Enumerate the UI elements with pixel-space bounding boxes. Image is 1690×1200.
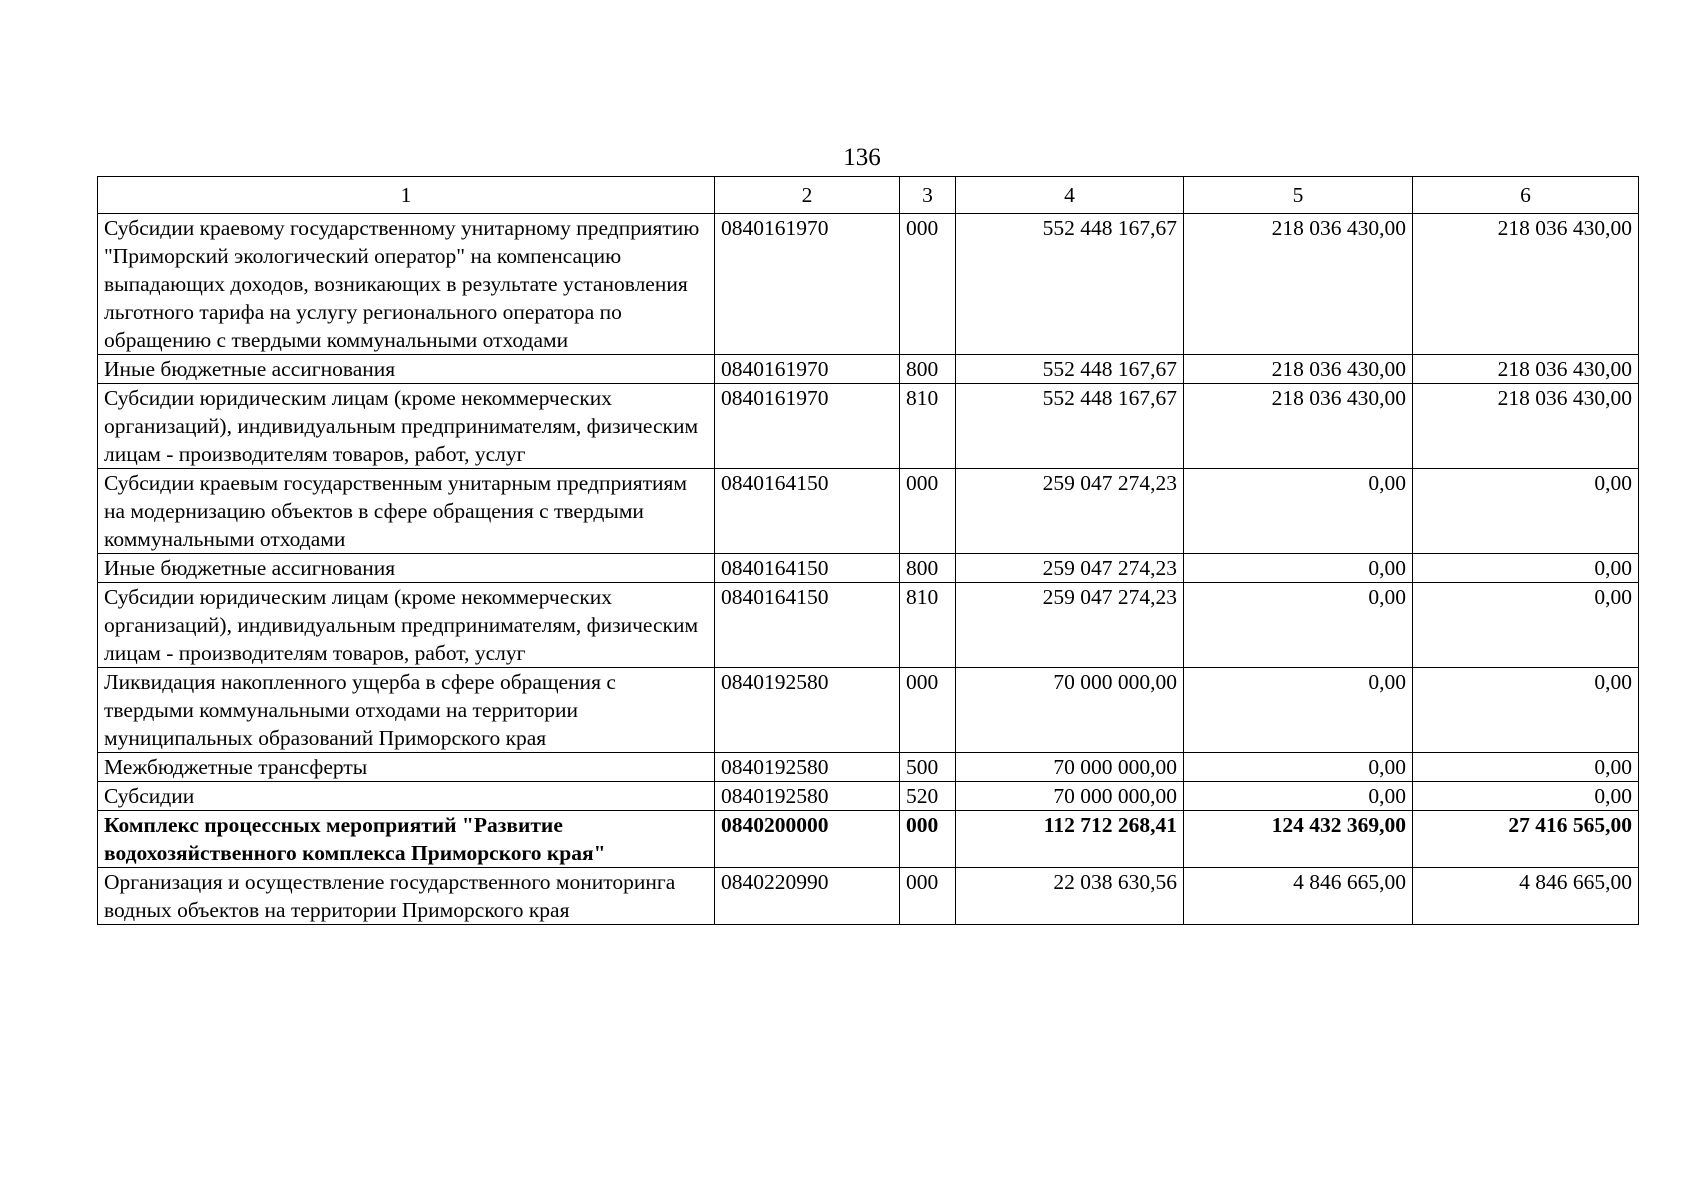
row-amount-5: 218 036 430,00	[1184, 214, 1413, 355]
row-name: Иные бюджетные ассигнования	[98, 355, 715, 384]
table-row	[98, 554, 1639, 583]
row-amount-6: 0,00	[1413, 583, 1639, 668]
row-amount-4: 552 448 167,67	[956, 214, 1184, 355]
row-code: 0840200000	[715, 811, 900, 868]
row-amount-5: 4 846 665,00	[1184, 868, 1413, 925]
row-amount-6: 0,00	[1413, 668, 1639, 753]
row-name: Ликвидация накопленного ущерба в сфере обращения с твердыми коммунальными отходами на территории муниципальных образований Приморского края	[98, 668, 715, 753]
row-type: 500	[900, 753, 956, 782]
row-amount-6: 0,00	[1413, 554, 1639, 583]
row-name: Межбюджетные трансферты	[98, 753, 715, 782]
header-col-1: 1	[98, 177, 715, 214]
header-col-5: 5	[1184, 177, 1413, 214]
row-amount-5: 0,00	[1184, 668, 1413, 753]
row-amount-5: 0,00	[1184, 554, 1413, 583]
header-col-6: 6	[1413, 177, 1639, 214]
row-amount-5: 0,00	[1184, 469, 1413, 554]
row-name: Субсидии юридическим лицам (кроме некоммерческих организаций), индивидуальным предпринимателям, физическим лицам - производителям товаров, работ, услуг	[98, 583, 715, 668]
page-number: 136	[843, 144, 881, 171]
row-amount-5: 0,00	[1184, 753, 1413, 782]
row-amount-6: 218 036 430,00	[1413, 355, 1639, 384]
row-amount-4: 259 047 274,23	[956, 583, 1184, 668]
row-code: 0840192580	[715, 668, 900, 753]
header-col-3: 3	[900, 177, 956, 214]
row-name: Иные бюджетные ассигнования	[98, 554, 715, 583]
row-amount-6: 218 036 430,00	[1413, 214, 1639, 355]
row-type: 000	[900, 469, 956, 554]
row-amount-5: 0,00	[1184, 583, 1413, 668]
table-row	[98, 583, 1639, 668]
row-name: Субсидии краевому государственному унитарному предприятию "Приморский экологический оператор" на компенсацию выпадающих доходов, возникающих в результате установления льготного тарифа на услугу регионального оператора по обращению с твердыми коммунальными отходами	[98, 214, 715, 355]
row-type: 810	[900, 384, 956, 469]
row-type: 800	[900, 554, 956, 583]
header-col-4: 4	[956, 177, 1184, 214]
row-name: Субсидии краевым государственным унитарным предприятиям на модернизацию объектов в сфере обращения с твердыми коммунальными отходами	[98, 469, 715, 554]
table-row	[98, 668, 1639, 753]
row-type: 000	[900, 214, 956, 355]
row-name: Организация и осуществление государственного мониторинга водных объектов на территории Приморского края	[98, 868, 715, 925]
row-amount-6: 0,00	[1413, 753, 1639, 782]
budget-table	[97, 176, 1639, 925]
row-amount-6: 27 416 565,00	[1413, 811, 1639, 868]
row-amount-4: 70 000 000,00	[956, 753, 1184, 782]
row-amount-4: 259 047 274,23	[956, 554, 1184, 583]
row-amount-4: 70 000 000,00	[956, 668, 1184, 753]
row-code: 0840192580	[715, 753, 900, 782]
row-amount-4: 259 047 274,23	[956, 469, 1184, 554]
row-code: 0840220990	[715, 868, 900, 925]
row-name: Субсидии	[98, 782, 715, 811]
row-type: 000	[900, 811, 956, 868]
row-amount-4: 70 000 000,00	[956, 782, 1184, 811]
row-amount-4: 552 448 167,67	[956, 355, 1184, 384]
row-type: 800	[900, 355, 956, 384]
row-code: 0840161970	[715, 384, 900, 469]
table-row	[98, 469, 1639, 554]
row-amount-4: 22 038 630,56	[956, 868, 1184, 925]
row-code: 0840161970	[715, 214, 900, 355]
table-header-row	[98, 177, 1639, 214]
row-amount-6: 218 036 430,00	[1413, 384, 1639, 469]
row-amount-5: 0,00	[1184, 782, 1413, 811]
row-name: Субсидии юридическим лицам (кроме некоммерческих организаций), индивидуальным предпринимателям, физическим лицам - производителям товаров, работ, услуг	[98, 384, 715, 469]
row-type: 000	[900, 668, 956, 753]
row-name: Комплекс процессных мероприятий "Развитие водохозяйственного комплекса Приморского края"	[98, 811, 715, 868]
row-amount-5: 218 036 430,00	[1184, 355, 1413, 384]
table-row	[98, 384, 1639, 469]
row-amount-5: 218 036 430,00	[1184, 384, 1413, 469]
row-amount-6: 0,00	[1413, 469, 1639, 554]
table-row	[98, 868, 1639, 925]
row-amount-6: 4 846 665,00	[1413, 868, 1639, 925]
row-code: 0840164150	[715, 554, 900, 583]
table-row	[98, 214, 1639, 355]
row-amount-4: 552 448 167,67	[956, 384, 1184, 469]
row-code: 0840161970	[715, 355, 900, 384]
row-code: 0840164150	[715, 469, 900, 554]
header-col-2: 2	[715, 177, 900, 214]
table-row	[98, 811, 1639, 868]
row-amount-6: 0,00	[1413, 782, 1639, 811]
row-type: 810	[900, 583, 956, 668]
table-row	[98, 782, 1639, 811]
row-type: 520	[900, 782, 956, 811]
table-row	[98, 355, 1639, 384]
row-code: 0840192580	[715, 782, 900, 811]
table-row	[98, 753, 1639, 782]
row-code: 0840164150	[715, 583, 900, 668]
row-amount-5: 124 432 369,00	[1184, 811, 1413, 868]
row-type: 000	[900, 868, 956, 925]
row-amount-4: 112 712 268,41	[956, 811, 1184, 868]
